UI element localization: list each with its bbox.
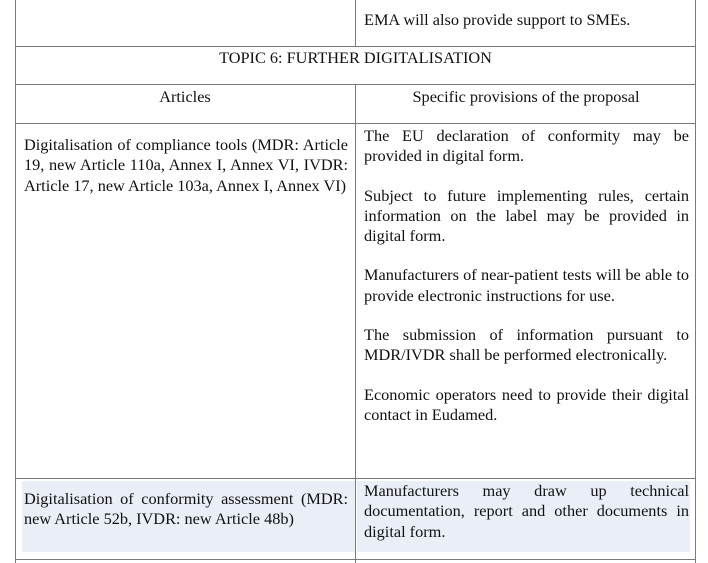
header-provisions-text: Specific provisions of the proposal <box>412 87 640 106</box>
row-article <box>24 135 348 196</box>
provision-paragraph: The EU declaration of conformity may be provided in digital form. <box>364 126 689 166</box>
border-line <box>355 0 356 47</box>
provisions-table <box>15 0 696 563</box>
header-articles <box>15 87 355 107</box>
header-provisions <box>356 87 696 107</box>
provision-paragraph: Subject to future implementing rules, certain information on the label may be provided in digital form. <box>364 185 689 246</box>
article-text: Digitalisation of compliance tools (MDR: Article 19, new Article 110a, Annex I, Annex VI, IVDR: Article 17, new Article 103a, Annex I, Annex VI) <box>24 135 348 195</box>
row-article <box>24 489 348 530</box>
border-line <box>355 84 356 563</box>
border-line <box>15 0 16 563</box>
row-provisions <box>364 126 689 425</box>
header-articles-text: Articles <box>159 87 211 106</box>
top-row-provision <box>364 10 689 30</box>
row-provisions <box>364 481 689 542</box>
border-line <box>695 0 696 563</box>
provision-paragraph: Economic operators need to provide their digital contact in Eudamed. <box>364 384 689 424</box>
provision-paragraph: The submission of information pursuant to MDR/IVDR shall be performed electronically. <box>364 325 689 365</box>
provision-paragraph: Manufacturers may draw up technical documentation, report and other documents in digital form. <box>364 481 689 541</box>
topic-title <box>15 48 696 68</box>
provision-text: EMA will also provide support to SMEs. <box>364 10 631 29</box>
provision-paragraph: Manufacturers of near-patient tests will be able to provide electronic instructions for use. <box>364 265 689 305</box>
article-text: Digitalisation of conformity assessment (MDR: new Article 52b, IVDR: new Article 48b) <box>24 489 348 529</box>
topic-title-text: TOPIC 6: FURTHER DIGITALISATION <box>219 48 492 67</box>
